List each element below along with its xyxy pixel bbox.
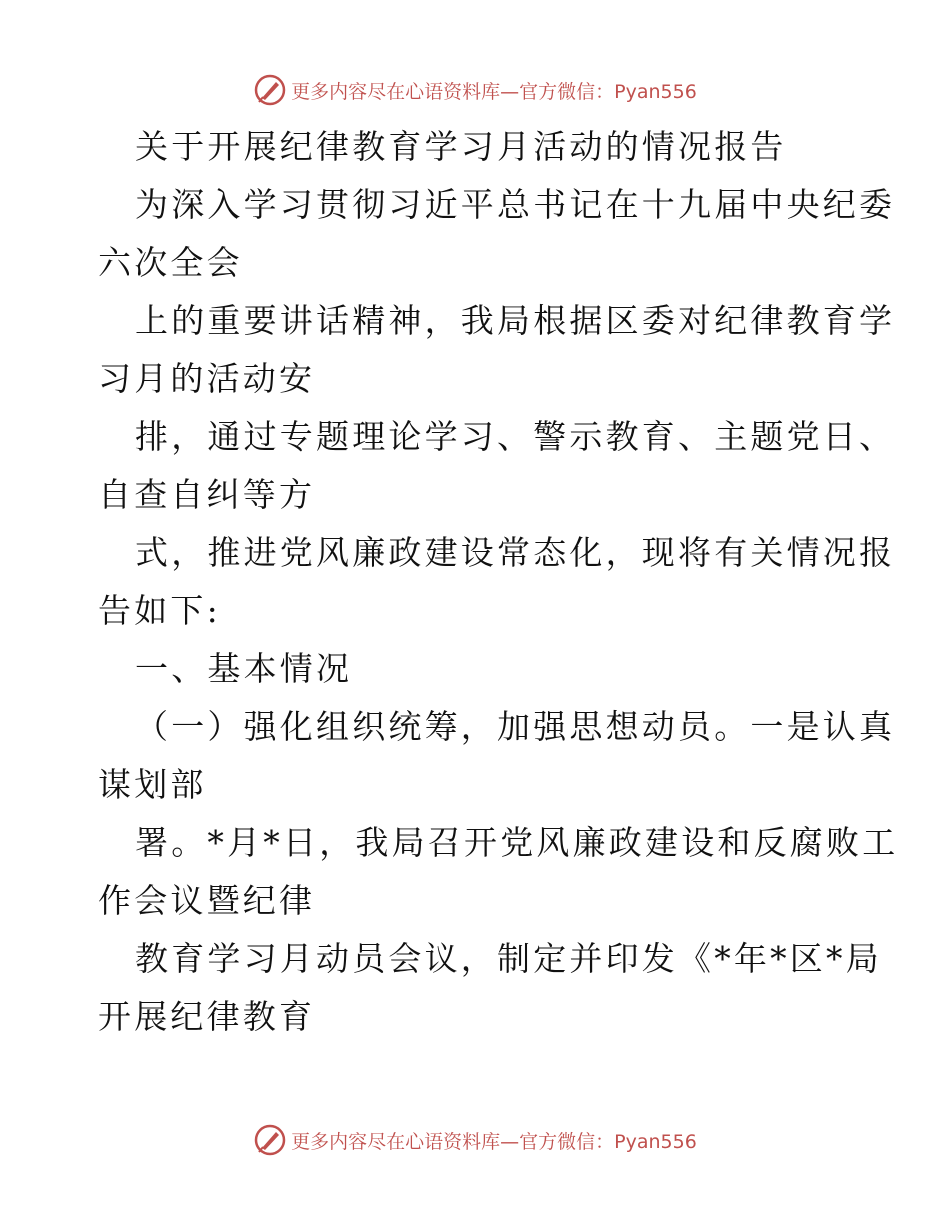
paragraph-line: 上的重要讲话精神，我局根据区委对纪律教育学 <box>135 301 896 340</box>
quill-logo-icon <box>253 1123 287 1157</box>
banner-text: 更多内容尽在心语资料库—官方微信：Pyan556 <box>291 80 697 103</box>
section-heading: 一、基本情况 <box>135 649 353 688</box>
paragraph-line: 式，推进党风廉政建设常态化，现将有关情况报 <box>135 533 896 572</box>
paragraph-line: 作会议暨纪律 <box>98 881 316 920</box>
document-body <box>98 118 899 1046</box>
paragraph-line: 自查自纠等方 <box>98 475 316 514</box>
paragraph-line: 告如下: <box>98 591 221 630</box>
header-banner <box>0 70 950 110</box>
paragraph-line: 六次全会 <box>98 243 243 282</box>
paragraph-line: 开展纪律教育 <box>98 997 316 1036</box>
paragraph-line: 署。*月*日，我局召开党风廉政建设和反腐败工 <box>135 823 899 862</box>
document-title: 关于开展纪律教育学习月活动的情况报告 <box>135 127 787 166</box>
paragraph-line: 谋划部 <box>98 765 207 804</box>
footer-banner <box>0 1120 950 1160</box>
paragraph-line: 教育学习月动员会议，制定并印发《*年*区*局 <box>135 939 882 978</box>
paragraph-line: （一）强化组织统筹，加强思想动员。一是认真 <box>135 707 896 746</box>
paragraph-line: 为深入学习贯彻习近平总书记在十九届中央纪委 <box>135 185 896 224</box>
paragraph-line: 习月的活动安 <box>98 359 316 398</box>
banner-text: 更多内容尽在心语资料库—官方微信：Pyan556 <box>291 1130 697 1153</box>
quill-logo-icon <box>253 73 287 107</box>
paragraph-line: 排，通过专题理论学习、警示教育、主题党日、 <box>135 417 896 456</box>
